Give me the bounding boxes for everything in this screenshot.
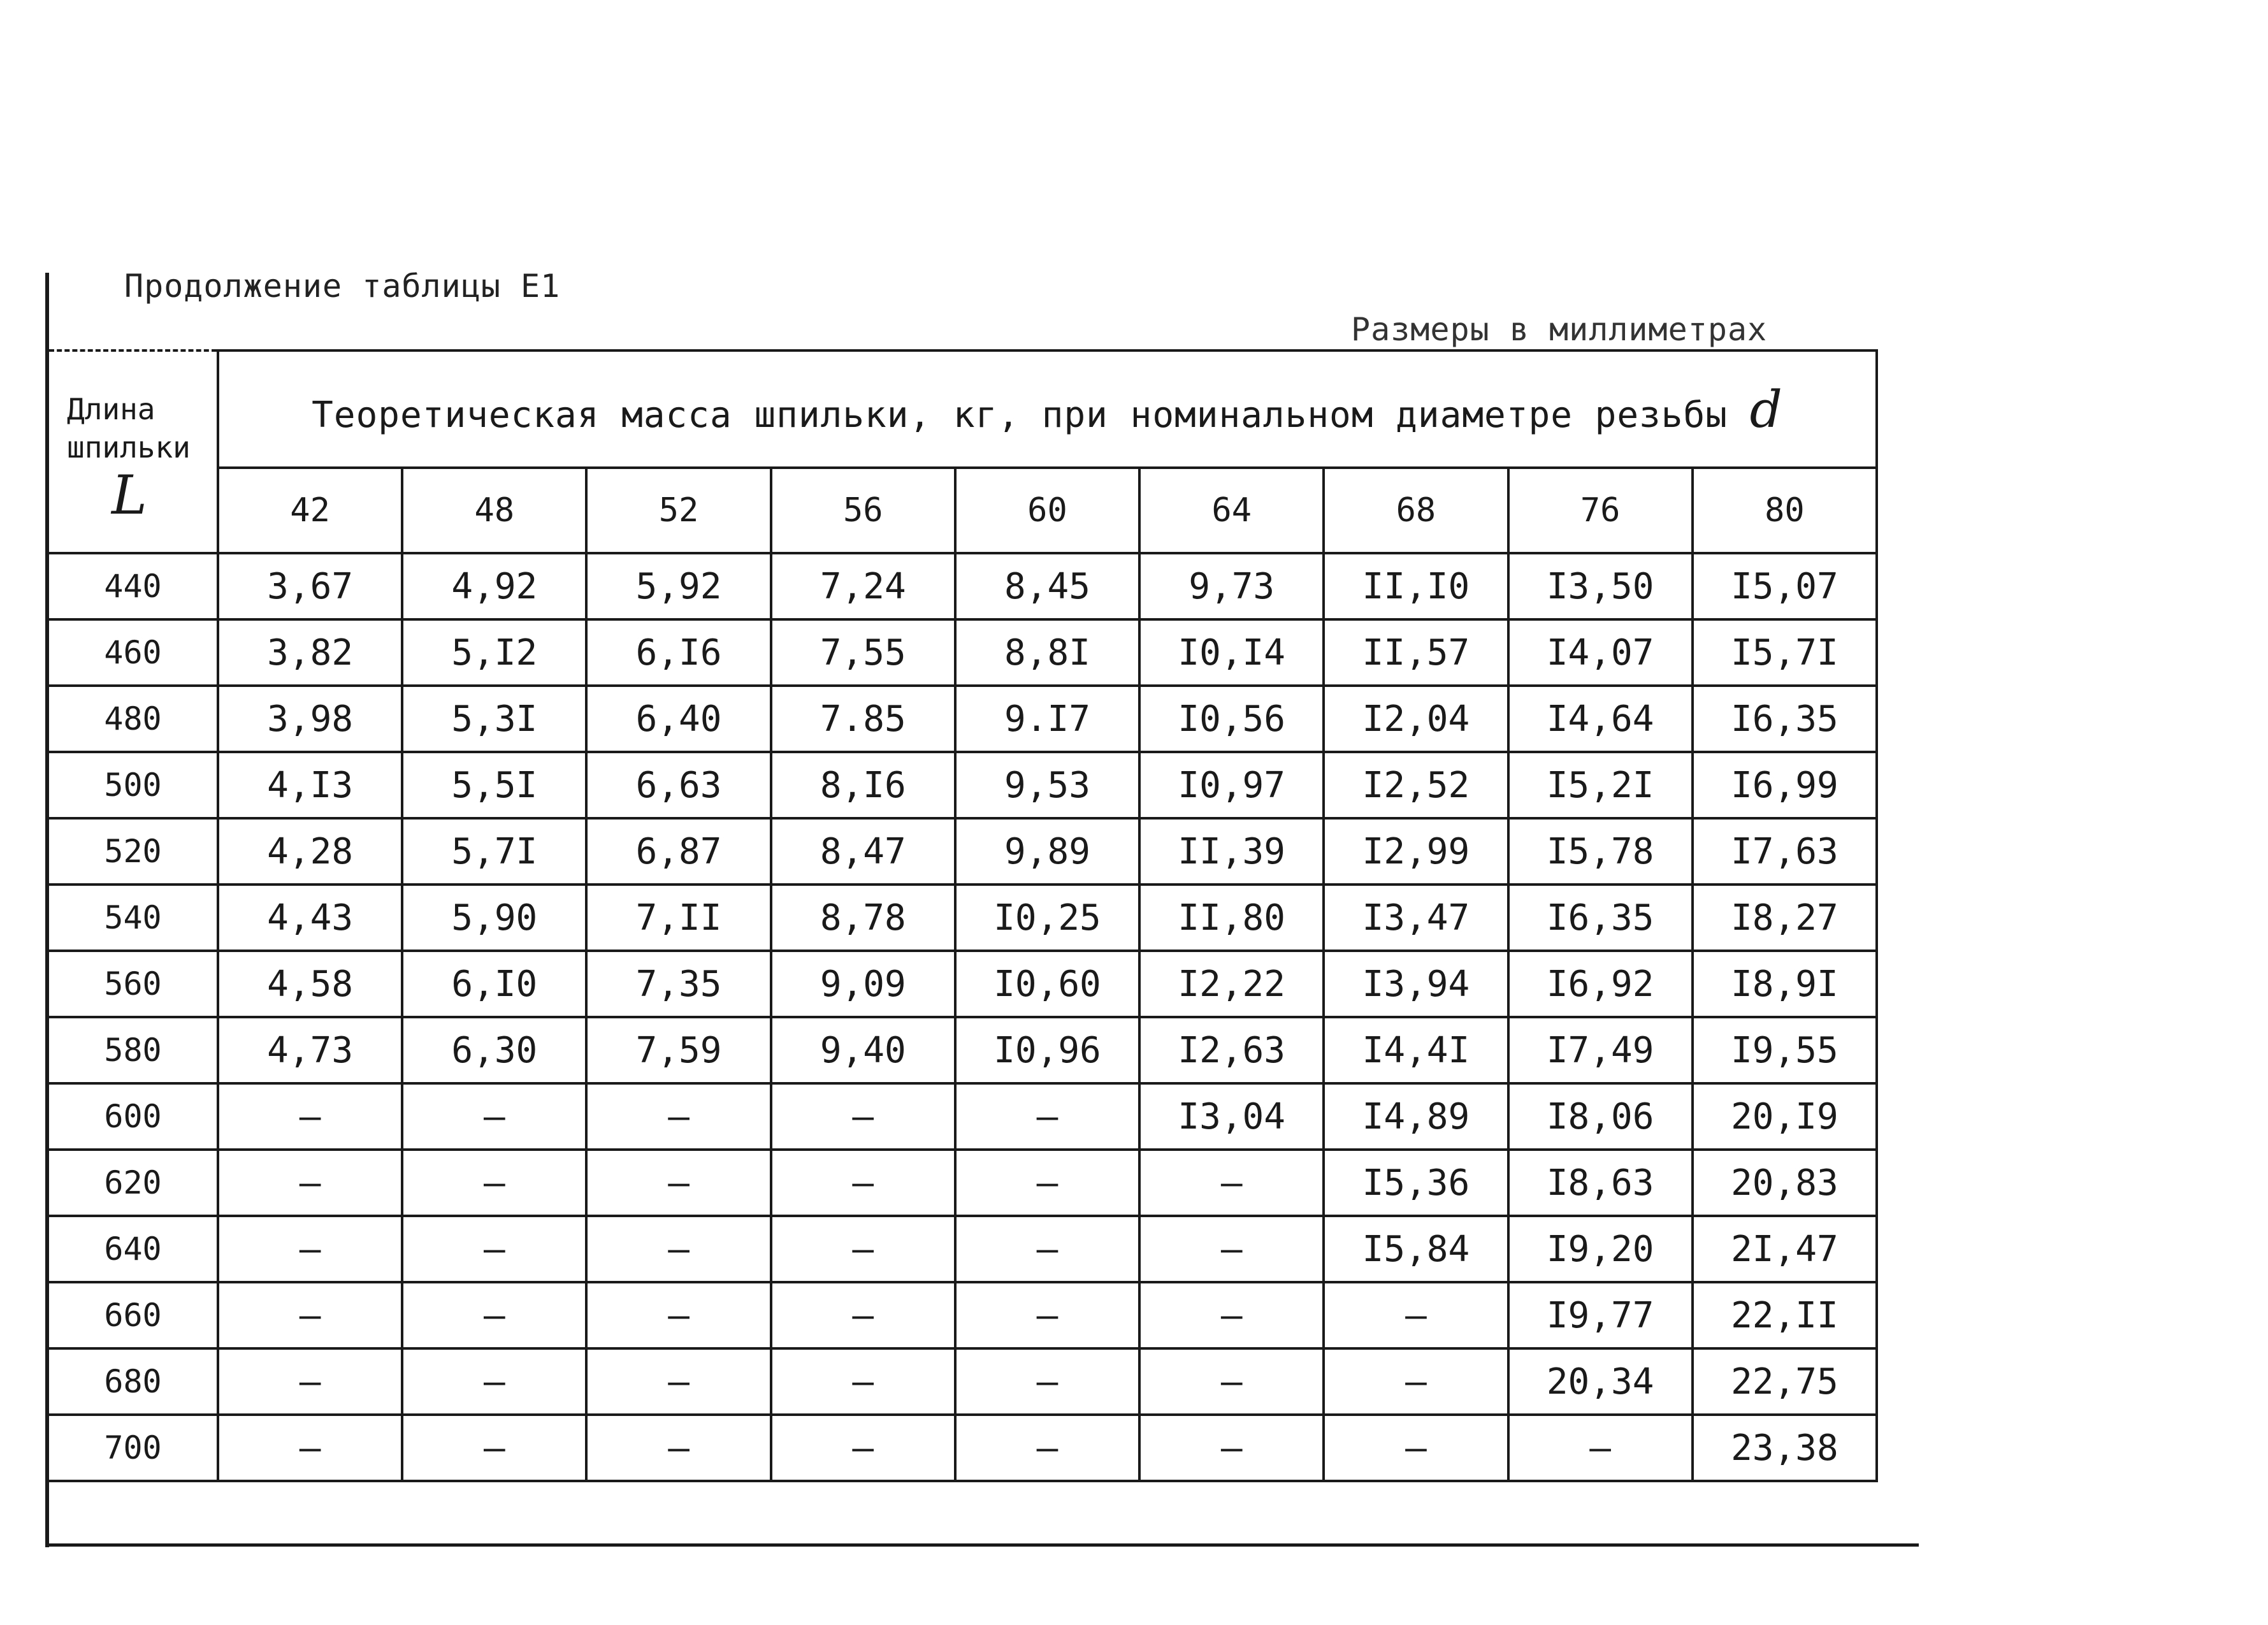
mass-cell: – [402, 1216, 586, 1282]
mass-cell: 6,I6 [586, 619, 770, 686]
mass-cell: – [402, 1282, 586, 1348]
mass-cell: 3,98 [218, 686, 402, 752]
table-row [49, 885, 1877, 951]
mass-cell: I2,99 [1324, 818, 1508, 885]
mass-cell: – [771, 1216, 955, 1282]
mass-cell: I0,56 [1139, 686, 1324, 752]
mass-cell: 4,43 [218, 885, 402, 951]
length-cell: 700 [49, 1415, 218, 1481]
mass-cell: I7,63 [1693, 818, 1877, 885]
mass-cell: – [586, 1282, 770, 1348]
mass-cell: – [1324, 1348, 1508, 1415]
mass-cell: I5,78 [1508, 818, 1693, 885]
table-row [49, 951, 1877, 1017]
mass-cell: – [402, 1150, 586, 1216]
mass-cell: I2,52 [1324, 752, 1508, 818]
mass-cell: 7,24 [771, 553, 955, 619]
mass-cell: 9,89 [955, 818, 1139, 885]
mass-cell: 6,63 [586, 752, 770, 818]
mass-cell: I6,92 [1508, 951, 1693, 1017]
diameter-header-cell: 76 [1508, 468, 1693, 553]
table-row [49, 818, 1877, 885]
mass-cell: I0,25 [955, 885, 1139, 951]
table-row [49, 1415, 1877, 1481]
table-row [49, 619, 1877, 686]
length-cell: 480 [49, 686, 218, 752]
mass-cell: 7,55 [771, 619, 955, 686]
mass-cell: I2,04 [1324, 686, 1508, 752]
mass-cell: 8,45 [955, 553, 1139, 619]
table-row [49, 752, 1877, 818]
mass-cell: I3,47 [1324, 885, 1508, 951]
mass-cell: – [402, 1348, 586, 1415]
length-cell: 560 [49, 951, 218, 1017]
mass-cell: II,57 [1324, 619, 1508, 686]
bottom-rule [45, 1543, 1919, 1547]
mass-cell: I4,4I [1324, 1017, 1508, 1083]
mass-cell: – [586, 1083, 770, 1150]
mass-cell: II,80 [1139, 885, 1324, 951]
mass-cell: – [1139, 1415, 1324, 1481]
mass-cell: I5,2I [1508, 752, 1693, 818]
mass-cell: I9,55 [1693, 1017, 1877, 1083]
table-row [49, 1282, 1877, 1348]
mass-column-header [218, 350, 1877, 468]
mass-cell: I0,60 [955, 951, 1139, 1017]
mass-cell: I6,99 [1693, 752, 1877, 818]
mass-cell: – [955, 1348, 1139, 1415]
length-column-header [49, 350, 218, 553]
length-cell: 660 [49, 1282, 218, 1348]
mass-cell: 23,38 [1693, 1415, 1877, 1481]
mass-cell: 5,92 [586, 553, 770, 619]
mass-cell: II,39 [1139, 818, 1324, 885]
mass-cell: – [771, 1150, 955, 1216]
mass-cell: – [771, 1282, 955, 1348]
mass-cell: 9.I7 [955, 686, 1139, 752]
mass-cell: I7,49 [1508, 1017, 1693, 1083]
mass-cell: I5,36 [1324, 1150, 1508, 1216]
mass-cell: 6,87 [586, 818, 770, 885]
mass-cell: 5,5I [402, 752, 586, 818]
mass-cell: 6,30 [402, 1017, 586, 1083]
mass-cell: 7.85 [771, 686, 955, 752]
diameter-header-cell: 80 [1693, 468, 1877, 553]
mass-cell: I0,96 [955, 1017, 1139, 1083]
mass-cell: I4,07 [1508, 619, 1693, 686]
table-row [49, 1150, 1877, 1216]
mass-cell: 7,59 [586, 1017, 770, 1083]
mass-cell: – [955, 1282, 1139, 1348]
mass-cell: – [218, 1282, 402, 1348]
length-cell: 440 [49, 553, 218, 619]
units-note: Размеры в миллиметрах [1351, 311, 1768, 348]
table-row [49, 553, 1877, 619]
mass-cell: 6,40 [586, 686, 770, 752]
mass-cell: I9,20 [1508, 1216, 1693, 1282]
mass-cell: – [218, 1083, 402, 1150]
mass-cell: I3,50 [1508, 553, 1693, 619]
mass-cell: – [402, 1083, 586, 1150]
length-header-line1: Длина [67, 392, 155, 426]
length-cell: 620 [49, 1150, 218, 1216]
mass-cell: 3,67 [218, 553, 402, 619]
mass-cell: I3,04 [1139, 1083, 1324, 1150]
diameter-header-cell: 64 [1139, 468, 1324, 553]
mass-header-text: Теоретическая масса шпильки, кг, при номинальном диаметре резьбы [312, 394, 1728, 436]
mass-cell: I5,7I [1693, 619, 1877, 686]
mass-cell: 20,I9 [1693, 1083, 1877, 1150]
mass-cell: I6,35 [1508, 885, 1693, 951]
mass-cell: I0,97 [1139, 752, 1324, 818]
mass-cell: I2,63 [1139, 1017, 1324, 1083]
length-header-line2: шпильки [67, 430, 191, 465]
mass-cell: 7,35 [586, 951, 770, 1017]
mass-cell: 4,58 [218, 951, 402, 1017]
table-row [49, 1348, 1877, 1415]
mass-cell: 22,75 [1693, 1348, 1877, 1415]
mass-cell: – [218, 1415, 402, 1481]
mass-cell: 3,82 [218, 619, 402, 686]
mass-cell: 5,7I [402, 818, 586, 885]
mass-cell: – [1324, 1282, 1508, 1348]
length-cell: 680 [49, 1348, 218, 1415]
length-cell: 540 [49, 885, 218, 951]
mass-cell: 9,40 [771, 1017, 955, 1083]
mass-cell: I3,94 [1324, 951, 1508, 1017]
mass-cell: 4,73 [218, 1017, 402, 1083]
length-symbol: L [112, 464, 147, 526]
mass-cell: – [586, 1150, 770, 1216]
mass-cell: I6,35 [1693, 686, 1877, 752]
mass-cell: – [771, 1348, 955, 1415]
mass-cell: 8,78 [771, 885, 955, 951]
mass-cell: – [586, 1415, 770, 1481]
mass-cell: 9,73 [1139, 553, 1324, 619]
mass-cell: 8,I6 [771, 752, 955, 818]
mass-cell: – [218, 1150, 402, 1216]
mass-cell: 9,53 [955, 752, 1139, 818]
diameter-header-cell: 60 [955, 468, 1139, 553]
length-cell: 600 [49, 1083, 218, 1150]
mass-cell: – [955, 1415, 1139, 1481]
table-row [49, 1017, 1877, 1083]
table-row [49, 1083, 1877, 1150]
mass-cell: – [218, 1348, 402, 1415]
diameter-header-cell: 52 [586, 468, 770, 553]
mass-cell: 5,3I [402, 686, 586, 752]
mass-cell: 4,I3 [218, 752, 402, 818]
mass-cell: – [1139, 1348, 1324, 1415]
mass-cell: 9,09 [771, 951, 955, 1017]
mass-cell: – [771, 1083, 955, 1150]
diameter-row [49, 468, 1877, 553]
mass-cell: 7,II [586, 885, 770, 951]
diameter-symbol: d [1749, 379, 1783, 439]
mass-cell: 20,34 [1508, 1348, 1693, 1415]
mass-cell: I8,63 [1508, 1150, 1693, 1216]
mass-cell: 8,47 [771, 818, 955, 885]
mass-cell: – [586, 1348, 770, 1415]
length-cell: 460 [49, 619, 218, 686]
mass-cell: 5,I2 [402, 619, 586, 686]
mass-cell: – [1139, 1216, 1324, 1282]
mass-cell: – [1508, 1415, 1693, 1481]
mass-cell: 8,8I [955, 619, 1139, 686]
mass-cell: – [955, 1150, 1139, 1216]
mass-cell: – [955, 1083, 1139, 1150]
mass-cell: – [586, 1216, 770, 1282]
mass-cell: 22,II [1693, 1282, 1877, 1348]
diameter-header-cell: 48 [402, 468, 586, 553]
mass-cell: – [1139, 1282, 1324, 1348]
length-cell: 580 [49, 1017, 218, 1083]
mass-cell: 20,83 [1693, 1150, 1877, 1216]
mass-cell: 6,I0 [402, 951, 586, 1017]
mass-cell: I8,9I [1693, 951, 1877, 1017]
diameter-header-cell: 56 [771, 468, 955, 553]
table-row [49, 686, 1877, 752]
mass-cell: – [771, 1415, 955, 1481]
mass-cell: 2I,47 [1693, 1216, 1877, 1282]
mass-cell: I2,22 [1139, 951, 1324, 1017]
mass-cell: – [218, 1216, 402, 1282]
length-cell: 640 [49, 1216, 218, 1282]
mass-cell: I5,07 [1693, 553, 1877, 619]
mass-cell: I4,64 [1508, 686, 1693, 752]
mass-cell: I8,27 [1693, 885, 1877, 951]
diameter-header-cell: 42 [218, 468, 402, 553]
table-row [49, 1216, 1877, 1282]
length-cell: 520 [49, 818, 218, 885]
mass-cell: I5,84 [1324, 1216, 1508, 1282]
mass-cell: – [1324, 1415, 1508, 1481]
mass-cell: I4,89 [1324, 1083, 1508, 1150]
mass-cell: 5,90 [402, 885, 586, 951]
mass-cell: I0,I4 [1139, 619, 1324, 686]
mass-cell: II,I0 [1324, 553, 1508, 619]
mass-cell: – [1139, 1150, 1324, 1216]
table-caption: Продолжение таблицы Е1 [124, 268, 561, 305]
mass-cell: – [402, 1415, 586, 1481]
mass-cell: – [955, 1216, 1139, 1282]
length-cell: 500 [49, 752, 218, 818]
diameter-header-cell: 68 [1324, 468, 1508, 553]
mass-cell: I8,06 [1508, 1083, 1693, 1150]
table-body [49, 553, 1877, 1481]
header-row [49, 350, 1877, 468]
mass-cell: 4,28 [218, 818, 402, 885]
mass-cell: I9,77 [1508, 1282, 1693, 1348]
mass-table [49, 349, 1878, 1482]
mass-cell: 4,92 [402, 553, 586, 619]
